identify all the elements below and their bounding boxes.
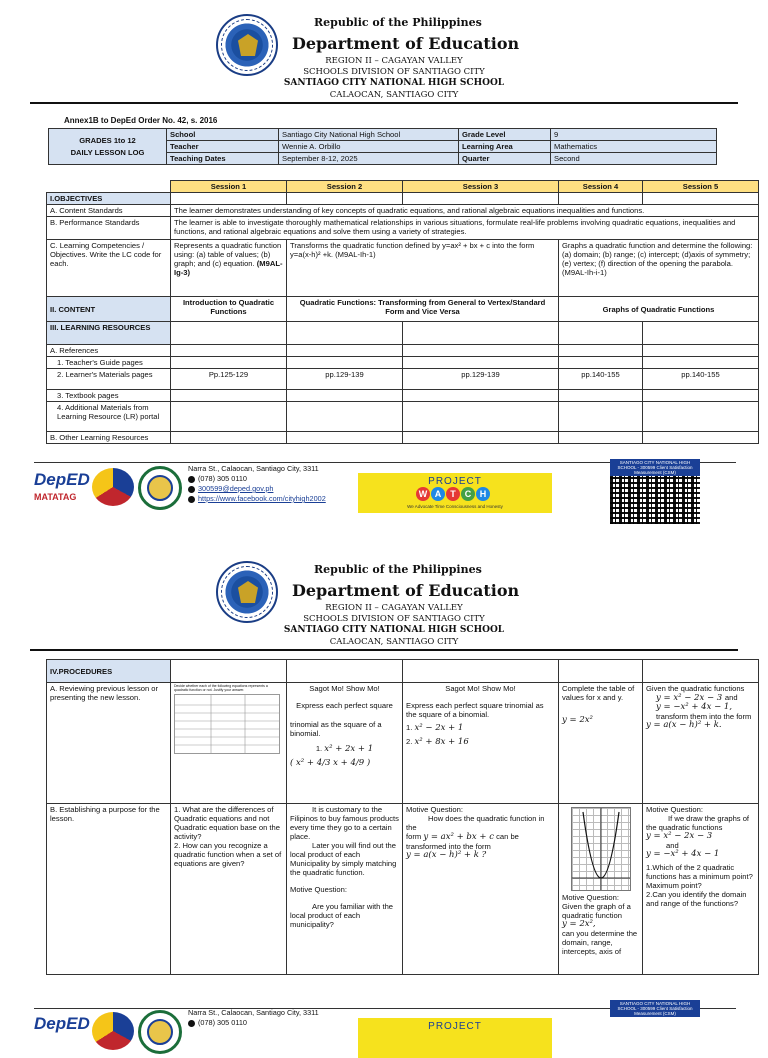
matatag-logo: MATATAG	[34, 492, 77, 502]
grade-level-label: Grade Level	[459, 129, 551, 141]
b3-form-label: form	[406, 832, 422, 841]
header-divider	[30, 102, 738, 104]
activity-table-thumbnail	[174, 694, 280, 754]
content-session-4-5: Graphs of Quadratic Functions	[559, 297, 759, 322]
division-line: SCHOOLS DIVISION OF SANTIAGO CITY	[303, 614, 485, 624]
a5-line1: Given the quadratic functions	[646, 684, 745, 693]
quarter-label: Quarter	[459, 153, 551, 165]
competencies-label: C. Learning Competencies / Objectives. Write the LC code for each.	[47, 240, 171, 297]
performance-standards-text: The learner is able to investigate thoroughly mathematical relationships in various situations, formulate real-life problems involving quadratic equations, inequalities and functions, and rational algebraic equations and solve them using a variety of strategies.	[171, 217, 759, 240]
learning-area-label: Learning Area	[459, 141, 551, 153]
lm-session-3: pp.129-139	[403, 369, 559, 390]
objectives-heading: I.OBJECTIVES	[47, 193, 171, 205]
session-2-header: Session 2	[287, 181, 403, 193]
region-line: REGION II – CAGAYAN VALLEY	[325, 603, 463, 613]
a4-text: Complete the table of values for x and y.	[562, 684, 635, 702]
activity-a4	[559, 683, 643, 804]
a5-and: and	[724, 693, 738, 702]
a3-line1: Express each perfect square trinomial as the square of a binomial.	[406, 701, 544, 719]
a5-math3: y = a(x − h)² + k.	[646, 720, 722, 730]
school-line: SANTIAGO CITY NATIONAL HIGH SCHOOL	[283, 625, 505, 635]
watch-letter-w: W	[416, 487, 430, 501]
activity-b2	[287, 804, 403, 975]
b5-math1: y = x² − 2x − 3	[646, 831, 713, 841]
location-line: CALAOCAN, SANTIAGO CITY	[329, 90, 459, 100]
grades-label: GRADES 1to 12	[79, 135, 136, 145]
b3-text: How does the quadratic function in the	[406, 814, 545, 832]
footer-phone: (078) 305 0110	[198, 474, 247, 483]
region-line: REGION II – CAGAYAN VALLEY	[325, 56, 463, 66]
dll-label: DAILY LESSON LOG	[70, 147, 145, 157]
teacher-value: Wennie A. Orbillo	[279, 141, 459, 153]
project-label: PROJECT	[428, 1021, 482, 1032]
phone-icon	[188, 476, 195, 483]
b2-motive-question: Are you familiar with the local product of each municipality?	[290, 902, 394, 929]
footer-address-block	[188, 464, 326, 504]
b1-question2: 2. How can you recognize a quadratic function when a set of equations are given?	[174, 841, 282, 868]
lm-session-2: pp.129-139	[287, 369, 403, 390]
b2-paragraph2: Later you will find out the local product of each Municipality by simply matching the quadratic function.	[290, 841, 397, 877]
parabola-graph	[571, 807, 631, 891]
reviewing-label: A. Reviewing previous lesson or presenting the new lesson.	[47, 683, 171, 804]
content-standards-label: A. Content Standards	[47, 205, 171, 217]
a5-math1: y = x² − 2x − 3	[656, 693, 723, 703]
location-line: CALAOCAN, SANTIAGO CITY	[329, 637, 459, 647]
purpose-label: B. Establishing a purpose for the lesson.	[47, 804, 171, 975]
lm-session-4: pp.140-155	[559, 369, 643, 390]
watch-letter-t: T	[446, 487, 460, 501]
watch-letter-h: H	[476, 487, 490, 501]
deped-logo: DepED	[34, 1014, 90, 1033]
thumbnail-table-lines	[175, 695, 279, 753]
b5-motive-label: Motive Question:	[646, 805, 703, 814]
procedures-heading: IV.PROCEDURES	[47, 660, 171, 683]
session-4-header: Session 4	[559, 181, 643, 193]
bagong-pilipinas-logo	[92, 1012, 134, 1050]
school-label: School	[167, 129, 279, 141]
a5-transform: transform them into the form	[656, 712, 752, 721]
header-divider	[30, 649, 738, 651]
objectives-table	[46, 180, 759, 444]
activity-a5	[643, 683, 759, 804]
project-watch-banner	[358, 473, 552, 513]
b3-motive-label: Motive Question:	[406, 805, 463, 814]
project-watch-banner	[358, 1018, 552, 1058]
b5-and: and	[666, 841, 679, 850]
footer-facebook[interactable]: https://www.facebook.com/cityhigh2002	[198, 494, 326, 503]
a3-item2-math: x² + 8x + 16	[414, 737, 469, 747]
qr-caption: SANTIAGO CITY NATIONAL HIGH SCHOOL - 300599 Client Satisfaction Measurement (CSM)	[610, 459, 700, 476]
performance-standards-label: B. Performance Standards	[47, 217, 171, 240]
competency-1-text: Represents a quadratic function using: (a) table of values; (b) graph; and (c) equation.	[174, 241, 282, 268]
qr-code-icon[interactable]	[610, 476, 700, 524]
b4-math: y = 2x²,	[562, 919, 596, 929]
competency-session-4-5: Graphs a quadratic function and determine the following: (a) domain; (b) range; (c) intercept; (d)axis of symmetry; (e) vertex; (f) direction of the opening the parabola. (M9AL-Ih-i-1)	[559, 240, 759, 297]
competency-session-2-3: Transforms the quadratic function defined by y=ax² + bx + c into the form y=a(x-h)² +k. (M9AL-Ih-1)	[287, 240, 559, 297]
resources-heading: III. LEARNING RESOURCES	[47, 322, 171, 345]
activity-a3	[403, 683, 559, 804]
b2-paragraph1: It is customary to the Filipinos to buy famous products every time they go to a certain place.	[290, 805, 399, 841]
parabola-curve	[572, 808, 630, 890]
a4-math: y = 2x²	[562, 715, 593, 725]
footer-phone: (078) 305 0110	[198, 1018, 247, 1027]
school-line: SANTIAGO CITY NATIONAL HIGH SCHOOL	[283, 78, 505, 88]
footer-address: Narra St., Calaocan, Santiago City, 3311	[188, 464, 319, 473]
procedures-table	[46, 659, 759, 975]
b2-motive-label: Motive Question:	[290, 885, 347, 894]
other-resources-label: B. Other Learning Resources	[47, 432, 171, 444]
page2-header	[0, 547, 768, 647]
a3-item1-number: 1.	[406, 723, 413, 732]
a2-item2-math: ( x² + 4/3 x + 4/9 )	[290, 758, 371, 768]
session-5-header: Session 5	[643, 181, 759, 193]
department-title: Department of Education	[292, 581, 520, 600]
b5-question1: 1.Which of the 2 quadratic functions has a minimum point? Maximum point?	[646, 863, 753, 890]
activity-b4	[559, 804, 643, 975]
footer-email[interactable]: 300599@deped.gov.ph	[198, 484, 274, 493]
b5-math2: y = −x² + 4x − 1	[646, 849, 720, 859]
content-heading: II. CONTENT	[47, 297, 171, 322]
a2-item1-number: 1.	[315, 744, 323, 753]
b5-text: If we draw the graphs of the quadratic functions	[646, 814, 750, 832]
watch-tagline: We Advocate Time Consciousness and Honesty	[407, 504, 503, 509]
a3-item1-math: x² − 2x + 1	[414, 723, 464, 733]
bagong-pilipinas-logo	[92, 468, 134, 506]
content-standards-text: The learner demonstrates understanding of key concepts of quadratic equations, and rational algebraic equations inequalities and functions.	[171, 205, 759, 217]
b3-math2: y = a(x − h)² + k ?	[406, 850, 487, 860]
competency-session-1	[171, 240, 287, 297]
learning-area-value: Mathematics	[551, 141, 717, 153]
project-label: PROJECT	[428, 476, 482, 487]
teachers-guide-label: 1. Teacher's Guide pages	[47, 357, 171, 369]
b4-text2: can you determine the domain, range, intercepts, axis of	[562, 929, 638, 956]
content-session-2-3: Quadratic Functions: Transforming from General to Vertex/Standard Form and Vice Versa	[287, 297, 559, 322]
republic-line: Republic of the Philippines	[314, 563, 482, 576]
blank-corner	[47, 181, 171, 193]
b5-question2: 2.Can you identify the domain and range of the functions?	[646, 890, 747, 908]
phone-icon	[188, 1020, 195, 1027]
content-session-1: Introduction to Quadratic Functions	[171, 297, 287, 322]
additional-materials-label: 4. Additional Materials from Learning Resource (LR) portal	[47, 402, 171, 432]
division-line: SCHOOLS DIVISION OF SANTIAGO CITY	[303, 67, 485, 77]
footer-address: Narra St., Calaocan, Santiago City, 3311	[188, 1008, 319, 1017]
session-3-header: Session 3	[403, 181, 559, 193]
qr-block	[610, 1000, 700, 1017]
deped-logo: DepED	[34, 470, 90, 489]
activity-a1	[171, 683, 287, 804]
watch-letter-a: A	[431, 487, 445, 501]
activity-b3	[403, 804, 559, 975]
b4-text: Motive Question: Given the graph of a quadratic function	[562, 893, 631, 920]
a2-line2: trinomial as the square of a binomial.	[290, 720, 382, 738]
quarter-value: Second	[551, 153, 717, 165]
grades-cell	[49, 129, 167, 165]
dll-info-table	[48, 128, 717, 165]
activity-a2	[287, 683, 403, 804]
a3-title: Sagot Mo! Show Mo!	[445, 684, 516, 693]
textbook-label: 3. Textbook pages	[47, 390, 171, 402]
school-logo	[138, 466, 182, 510]
references-label: A. References	[47, 345, 171, 357]
watch-letter-c: C	[461, 487, 475, 501]
a1-caption: Decide whether each of the following equations represents a quadratic function or not. Justify your answer.	[174, 684, 268, 692]
dates-value: September 8-12, 2025	[279, 153, 459, 165]
lm-session-5: pp.140-155	[643, 369, 759, 390]
footer-address-block	[188, 1008, 319, 1028]
grade-level-value: 9	[551, 129, 717, 141]
b3-can-text: can be transformed into the form	[406, 832, 519, 851]
department-title: Department of Education	[292, 34, 520, 53]
a5-math2: y = −x² + 4x − 1,	[656, 702, 733, 712]
email-icon	[188, 486, 195, 493]
page1-header	[0, 0, 768, 100]
facebook-icon	[188, 496, 195, 503]
teacher-label: Teacher	[167, 141, 279, 153]
school-value: Santiago City National High School	[279, 129, 459, 141]
a2-title: Sagot Mo! Show Mo!	[309, 684, 380, 693]
activity-b1	[171, 804, 287, 975]
session-1-header: Session 1	[171, 181, 287, 193]
dates-label: Teaching Dates	[167, 153, 279, 165]
a3-item2-number: 2.	[406, 737, 413, 746]
republic-line: Republic of the Philippines	[314, 16, 482, 29]
a2-item1-math: x² + 2x + 1	[324, 744, 374, 754]
activity-b5	[643, 804, 759, 975]
annex-reference: Annex1B to DepEd Order No. 42, s. 2016	[64, 116, 218, 125]
b1-question1: 1. What are the differences of Quadratic equations and not Quadratic equation base on the activity?	[174, 805, 280, 841]
a2-line1: Express each perfect square	[296, 701, 393, 710]
qr-block	[610, 459, 700, 524]
lm-session-1: Pp.125-129	[171, 369, 287, 390]
competency-1-code: (M9AL-Ig-3)	[174, 259, 283, 277]
b3-math1: y = ax² + bx + c	[423, 832, 494, 842]
learners-materials-label: 2. Learner's Materials pages	[47, 369, 171, 390]
school-logo	[138, 1010, 182, 1054]
qr-caption: SANTIAGO CITY NATIONAL HIGH SCHOOL - 300599 Client Satisfaction Measurement (CSM)	[610, 1000, 700, 1017]
